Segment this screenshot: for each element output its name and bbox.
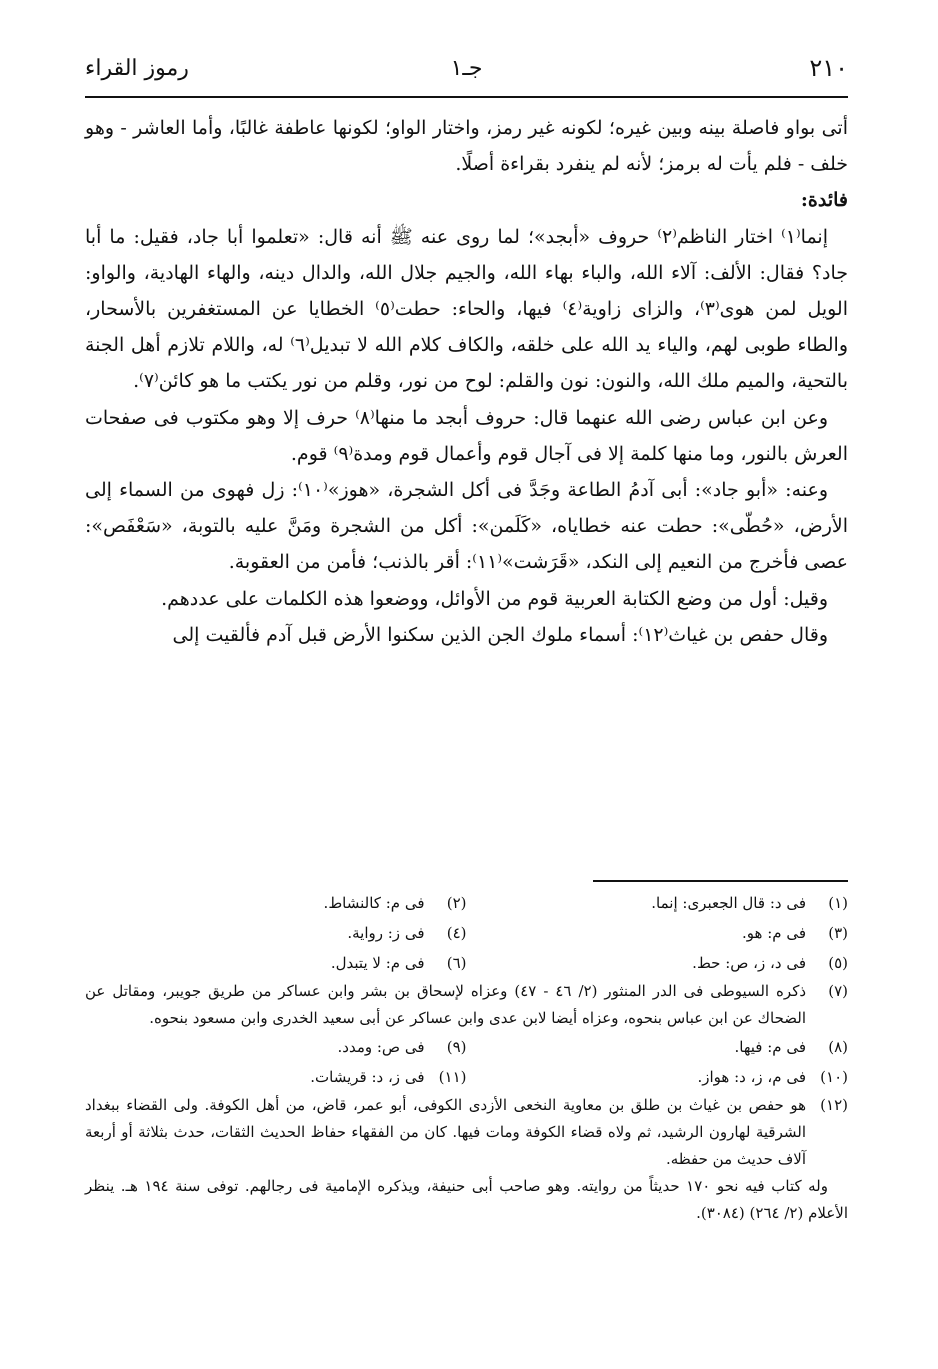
footnote-9: (٩) فى ص: ومدد.: [337, 1038, 467, 1056]
paragraph-2: إنما⁽١⁾ اختار الناظم⁽٢⁾ حروف «أبجد»؛ لما روى عنه ﷺ أنه قال: «تعلموا أبا جاد، فقيل: ما أبا جاد؟ فقال: الألف: آلاء الله، والباء بهاء الله، والجيم جلال الله، والدال دينه، والهاء الهادية، والواو: الويل لمن هوى⁽٣⁾، والزاى زاوية⁽٤⁾ فيها، والحاء: حطت⁽٥⁾ الخطايا عن المستغفرين بالأسحار، والطاء طوبى لهم، والياء يد الله على خلقه، والكاف كلام الله لا تبديل⁽٦⁾ له، واللام تلازم أهل الجنة بالتحية، والميم ملك الله، والنون: نون والقلم: لوح من نور، وقلم من نور يكتب ما هو كائن⁽٧⁾.: [85, 225, 848, 393]
footnote-separator: [593, 880, 848, 882]
footnote-3: (٣) فى م: هو.: [742, 924, 848, 942]
paragraph-1: أتى بواو فاصلة بينه وبين غيره؛ لكونه غير رمز، واختار الواو؛ لكونها عاطفة غالبًا، وأما العاشر - وهو خلف - فلم يأت له برمز؛ لأنه لم ينفرد بقراءة أصلًا.: [85, 117, 848, 176]
section-heading: فائدة:: [800, 189, 848, 212]
footnote-12-continued: وله كتاب فيه نحو ١٧٠ حديثاً من روايته. وهو صاحب أبى حنيفة، ويذكره الإمامية فى رجالهم. توفى سنة ١٩٤ هـ. ينظر الأعلام (٢/ ٢٦٤) (٣٠٨٤).: [85, 1177, 848, 1222]
footnote-8: (٨) فى م: فيها.: [734, 1038, 848, 1056]
paragraph-6: وقال حفص بن غياث⁽١٢⁾: أسماء ملوك الجن الذين سكنوا الأرض قبل آدم فألقيت إلى: [172, 623, 828, 646]
volume-label: جـ١: [450, 56, 483, 81]
running-header: [85, 50, 848, 98]
page-number: ٢١٠: [809, 54, 848, 82]
footnote-5: (٥) فى د، ز، ص: حط.: [692, 954, 848, 972]
footnote-4: (٤) فى ز: رواية.: [347, 924, 467, 942]
footnote-1: (١) فى د: قال الجعبرى: إنما.: [651, 894, 848, 912]
footnote-6: (٦) فى م: لا يتبدل.: [330, 954, 467, 972]
footnote-12: (١٢) هو حفص بن غياث بن طلق بن معاوية النخعى الأزدى الكوفى، أبو عمر، قاض، من أهل الكوفة. ولى القضاء ببغداد الشرقية لهارون الرشيد، ثم ولاه قضاء الكوفة ومات فيها. كان من الفقهاء حفاظ الحديث الثقات، حدث بثلاثة أو أربعة آلاف حديث من حفظه.: [85, 1096, 848, 1168]
main-text: [85, 110, 848, 653]
footnote-7: (٧) ذكره السيوطى فى الدر المنثور (٢/ ٤٦ - ٤٧) وعزاه لإسحاق بن بشر وابن عساكر من طريق جويبر، ومقاتل عن الضحاك عن ابن عباس بنحوه، وعزاه أيضا لابن عدى وابن عساكر عن أبى سعيد الخدرى وابن مسعود بنحوه.: [85, 982, 848, 1027]
footnote-10: (١٠) فى م، ز، د: هواز.: [697, 1068, 848, 1086]
footnote-2: (٢) فى م: كالنشاط.: [323, 894, 467, 912]
book-title: رموز القراء: [85, 56, 189, 81]
paragraph-4: وعنه: «أبو جاد»: أبى آدمُ الطاعة وجَدَّ فى أكل الشجرة، «هوز»⁽١٠⁾: زل فهوى من السماء إلى الأرض، «حُطّى»: حطت عنه خطاياه، «كَلَمن»: أكل من الشجرة ومَنَّ عليه بالتوبة، «سَعْفَص»: عصى فأخرج من النعيم إلى النكد، «قَرَشت»⁽١١⁾: أقر بالذنب؛ فأمن من العقوبة.: [85, 479, 848, 574]
footnote-11: (١١) فى ز، د: قريشات.: [310, 1068, 467, 1086]
paragraph-5: وقيل: أول من وضع الكتابة العربية قوم من الأوائل، ووضعوا هذه الكلمات على عددهم.: [161, 587, 828, 610]
footnotes: [85, 888, 848, 1227]
paragraph-3: وعن ابن عباس رضى الله عنهما قال: حروف أبجد ما منها⁽٨⁾ حرف إلا وهو مكتوب فى صفحات العرش بالنور، وما منها كلمة إلا فى آجال قوم وأعمال قوم ومدة⁽٩⁾ قوم.: [85, 406, 848, 465]
